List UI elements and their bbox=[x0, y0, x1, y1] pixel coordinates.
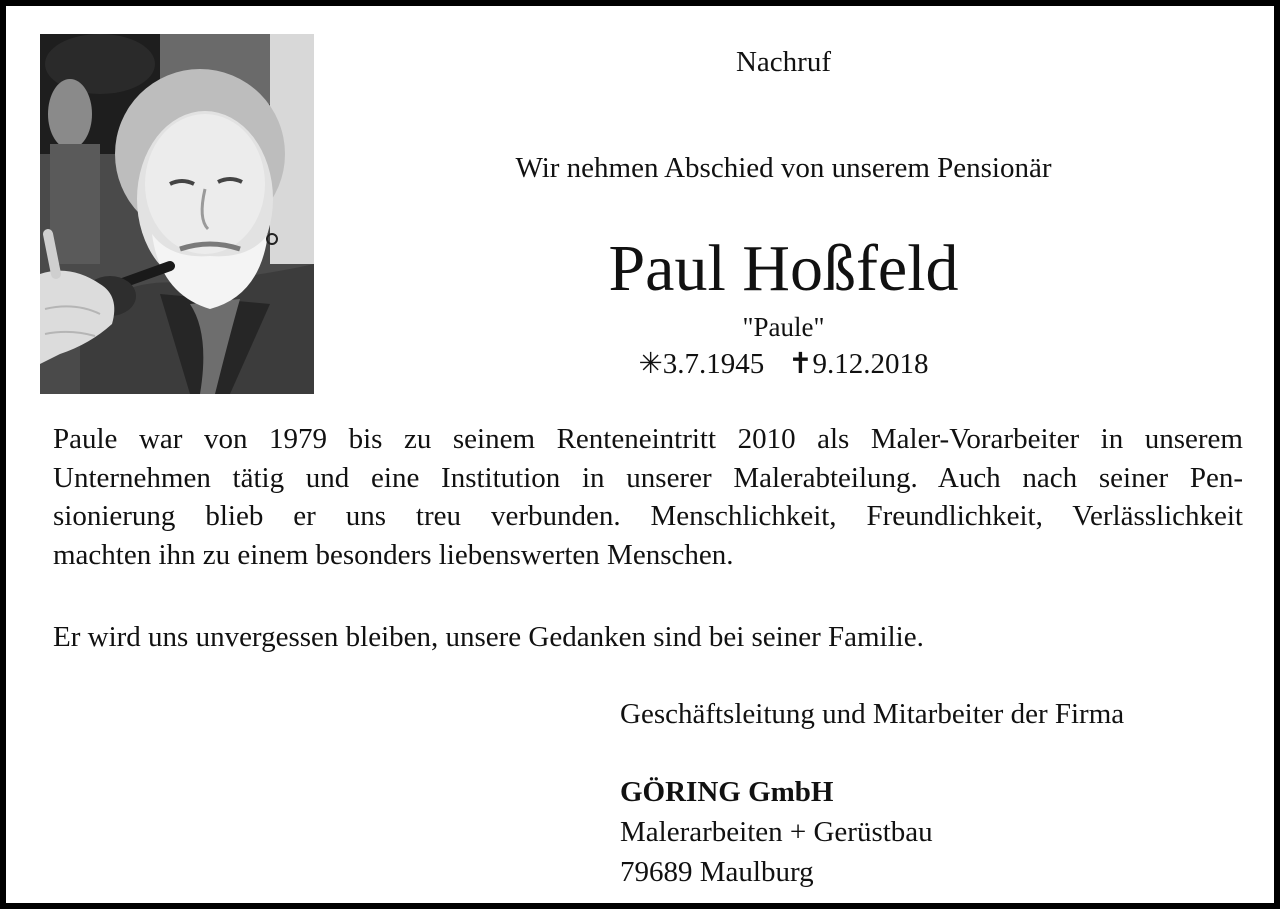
tribute-line-2: Unternehmen tätig und eine Institution in unserer Malerabteilung. Auch nach seiner Pen- bbox=[53, 461, 1243, 494]
life-dates bbox=[326, 346, 1241, 381]
notice-header: Nachruf bbox=[735, 46, 831, 78]
closing-paragraph bbox=[53, 618, 1243, 657]
tribute-line-3: sionierung blieb er uns treu verbunden. Menschlichkeit, Freundlichkeit, Verlässlichkeit bbox=[53, 500, 1243, 532]
tribute-line-1: Paule war von 1979 bis zu seinem Renteneintritt 2010 als Maler-Vorarbeiter in unserem bbox=[53, 423, 1243, 455]
tribute-line-4: machten ihn zu einem besonders liebenswerten Menschen. bbox=[53, 538, 734, 571]
birth-date: ✳3.7.1945 bbox=[638, 348, 765, 380]
death-date: ✝9.12.2018 bbox=[788, 348, 929, 380]
portrait-photo bbox=[40, 34, 314, 394]
company-name: GÖRING GmbH bbox=[620, 776, 834, 808]
company-address: 79689 Maulburg bbox=[620, 856, 814, 888]
nickname: "Paule" bbox=[742, 312, 825, 342]
signature-line: Geschäftsleitung und Mitarbeiter der Firma bbox=[620, 698, 1125, 730]
company-trade: Malerarbeiten + Gerüstbau bbox=[620, 816, 933, 848]
closing-line: Er wird uns unvergessen bleiben, unsere Gedanken sind bei seiner Familie. bbox=[53, 621, 924, 653]
deceased-name: Paul Hoßfeld bbox=[608, 232, 959, 305]
tribute-paragraph bbox=[53, 420, 1243, 574]
intro-line: Wir nehmen Abschied von unserem Pensionär bbox=[515, 152, 1052, 184]
